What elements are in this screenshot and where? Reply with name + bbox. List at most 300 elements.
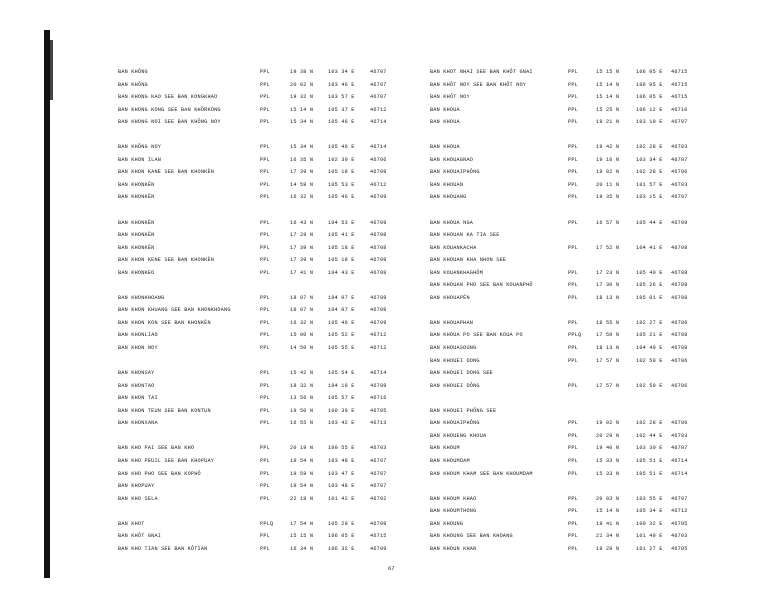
entry-name: BAN KOUANKHAGHÔM: [430, 269, 484, 276]
latitude: 15 33 N: [596, 457, 620, 464]
entry-name: BAN KHONKÈN: [118, 219, 155, 226]
longitude: 102 30 E: [328, 156, 355, 163]
entry-name: BAN KHOT: [118, 520, 145, 527]
latitude: 19 32 N: [290, 94, 314, 101]
latitude: 17 52 N: [596, 244, 620, 251]
sheet-number: 46708: [671, 269, 688, 276]
longitude: 102 44 E: [636, 432, 663, 439]
feature-class: PPL: [260, 407, 270, 414]
entry-name: BAN KHOUENG KHOUA: [430, 432, 487, 439]
longitude: 100 39 E: [328, 407, 355, 414]
feature-class: PPLQ: [260, 520, 274, 527]
scan-binding-shadow: [50, 40, 53, 100]
entry-name: BAN KHOUM: [430, 445, 460, 452]
feature-class: PPL: [260, 533, 270, 540]
feature-class: PPL: [260, 370, 270, 377]
feature-class: PPL: [568, 432, 578, 439]
longitude: 103 47 E: [328, 470, 355, 477]
sheet-number: 46712: [370, 181, 387, 188]
sheet-number: 46713: [370, 420, 387, 427]
longitude: 105 18 E: [328, 244, 355, 251]
entry-name: BAN KHOUMTHONG: [430, 508, 477, 515]
sheet-number: 46712: [370, 332, 387, 339]
longitude: 103 19 E: [636, 119, 663, 126]
feature-class: PPL: [260, 420, 270, 427]
feature-class: PPL: [568, 219, 578, 226]
latitude: 19 02 N: [596, 420, 620, 427]
longitude: 103 42 E: [328, 420, 355, 427]
feature-class: PPL: [568, 382, 578, 389]
latitude: 16 55 N: [290, 420, 314, 427]
longitude: 104 07 E: [328, 294, 355, 301]
latitude: 22 18 N: [290, 495, 314, 502]
sheet-number: 46708: [370, 520, 387, 527]
latitude: 13 56 N: [290, 395, 314, 402]
entry-name: BAN KHÔNG: [118, 81, 148, 88]
feature-class: PPL: [568, 269, 578, 276]
entry-name: BAN KHONSAY: [118, 370, 155, 377]
latitude: 18 07 N: [290, 294, 314, 301]
latitude: 20 03 N: [596, 495, 620, 502]
latitude: 16 43 N: [290, 219, 314, 226]
sheet-number: 46709: [671, 219, 688, 226]
latitude: 15 34 N: [290, 144, 314, 151]
latitude: 14 59 N: [290, 181, 314, 188]
entry-name: BAN KHO PHO SEE BAN KOPHÔ: [118, 470, 201, 477]
feature-class: PPL: [260, 244, 270, 251]
entry-name: BAN KHON TEUN SEE BAN KONTUN: [118, 407, 211, 414]
latitude: 15 14 N: [596, 81, 620, 88]
entry-name: BAN KHOUASOUNG: [430, 345, 477, 352]
latitude: 17 39 N: [290, 257, 314, 264]
latitude: 19 38 N: [290, 69, 314, 75]
latitude: 17 23 N: [596, 269, 620, 276]
latitude: 20 11 N: [596, 181, 620, 188]
feature-class: PPL: [568, 69, 578, 75]
entry-name: BAN KHOUAN KA TIA SEE: [430, 232, 500, 239]
entry-name: BAN KHONTAO: [118, 382, 155, 389]
entry-name: BAN KOUANKACHA: [430, 244, 477, 251]
latitude: 17 54 N: [290, 520, 314, 527]
entry-name: BAN KHOUEI DÔNG: [430, 382, 480, 389]
sheet-number: 46714: [671, 470, 688, 477]
feature-class: PPL: [568, 119, 578, 126]
latitude: 18 55 N: [596, 319, 620, 326]
latitude: 19 41 N: [596, 520, 620, 527]
feature-class: PPL: [568, 194, 578, 201]
latitude: 20 02 N: [290, 81, 314, 88]
latitude: 16 35 N: [290, 156, 314, 163]
latitude: 19 02 N: [596, 169, 620, 176]
entry-name: BAN KHOUAIPHÔNG: [430, 169, 480, 176]
latitude: 19 21 N: [596, 119, 620, 126]
sheet-number: 46707: [370, 69, 387, 75]
sheet-number: 46712: [671, 508, 688, 515]
longitude: 101 42 E: [328, 495, 355, 502]
feature-class: PPL: [260, 94, 270, 101]
feature-class: PPL: [568, 144, 578, 151]
feature-class: PPL: [260, 470, 270, 477]
latitude: 19 28 N: [596, 545, 620, 552]
longitude: 106 32 E: [328, 545, 355, 552]
entry-name: BAN KHONLIAO: [118, 332, 158, 339]
sheet-number: 46708: [370, 169, 387, 176]
latitude: 21 34 N: [596, 533, 620, 540]
longitude: 106 12 E: [636, 106, 663, 113]
feature-class: PPL: [260, 307, 270, 314]
longitude: 104 41 E: [636, 244, 663, 251]
sheet-number: 46707: [370, 81, 387, 88]
sheet-number: 46708: [671, 244, 688, 251]
sheet-number: 46705: [671, 545, 688, 552]
latitude: 19 16 N: [596, 156, 620, 163]
longitude: 104 18 E: [328, 382, 355, 389]
sheet-number: 46708: [671, 345, 688, 352]
page-number: 67: [388, 565, 395, 572]
longitude: 105 18 E: [328, 169, 355, 176]
sheet-number: 46712: [370, 106, 387, 113]
feature-class: PPL: [260, 169, 270, 176]
longitude: 101 27 E: [636, 545, 663, 552]
latitude: 15 33 N: [596, 470, 620, 477]
feature-class: PPL: [260, 194, 270, 201]
feature-class: PPL: [568, 345, 578, 352]
entry-name: BAN KHOUEI PHÔNG SEE: [430, 407, 497, 414]
longitude: 103 15 E: [636, 194, 663, 201]
longitude: 103 57 E: [328, 94, 355, 101]
longitude: 105 29 E: [328, 520, 355, 527]
longitude: 102 28 E: [636, 420, 663, 427]
feature-class: PPL: [568, 156, 578, 163]
sheet-number: 46709: [370, 219, 387, 226]
feature-class: PPL: [260, 81, 270, 88]
sheet-number: 46707: [370, 94, 387, 101]
entry-name: BAN KHÔNG NOY: [118, 144, 162, 151]
entry-name: BAN KHOUEI DONG: [430, 357, 480, 364]
latitude: 17 57 N: [596, 382, 620, 389]
longitude: 103 34 E: [328, 69, 355, 75]
longitude: 105 37 E: [328, 106, 355, 113]
latitude: 17 41 N: [290, 269, 314, 276]
sheet-number: 46707: [671, 119, 688, 126]
longitude: 103 48 E: [328, 457, 355, 464]
entry-name: BAN KHONKÈN: [118, 194, 155, 201]
latitude: 15 15 N: [290, 533, 314, 540]
feature-class: PPL: [260, 382, 270, 389]
feature-class: PPL: [260, 483, 270, 490]
sheet-number: 46707: [671, 194, 688, 201]
sheet-number: 46708: [370, 244, 387, 251]
sheet-number: 46707: [671, 445, 688, 452]
sheet-number: 46714: [370, 119, 387, 126]
feature-class: PPL: [568, 520, 578, 527]
sheet-number: 46712: [370, 345, 387, 352]
sheet-number: 46708: [370, 294, 387, 301]
sheet-number: 46707: [370, 483, 387, 490]
entry-name: BAN KHÔNG: [118, 69, 148, 75]
sheet-number: 46705: [671, 520, 688, 527]
entry-name: BAN KHONKÈN: [118, 244, 155, 251]
feature-class: PPL: [568, 282, 578, 289]
entry-name: BAN KHOUA: [430, 106, 460, 113]
entry-name: BAN KHONKÈN: [118, 232, 155, 239]
entry-name: BAN KHÔT GNAI: [118, 533, 162, 540]
feature-class: PPL: [260, 106, 270, 113]
sheet-number: 46706: [370, 156, 387, 163]
longitude: 105 41 E: [328, 232, 355, 239]
entry-name: BAN KHOUA: [430, 119, 460, 126]
sheet-number: 46708: [370, 382, 387, 389]
latitude: 17 28 N: [290, 232, 314, 239]
longitude: 105 01 E: [636, 294, 663, 301]
feature-class: PPL: [260, 232, 270, 239]
feature-class: PPL: [568, 495, 578, 502]
latitude: 15 00 N: [290, 332, 314, 339]
feature-class: PPL: [568, 457, 578, 464]
longitude: 106 05 E: [636, 69, 663, 75]
longitude: 103 48 E: [328, 483, 355, 490]
entry-name: BAN KHOUAN PHO SEE BAN KOUANPHÔ: [430, 282, 533, 289]
feature-class: PPL: [260, 269, 270, 276]
latitude: 15 25 N: [596, 106, 620, 113]
entry-name: BAN KHOUAGNAO: [430, 156, 474, 163]
longitude: 102 28 E: [636, 169, 663, 176]
longitude: 104 07 E: [328, 307, 355, 314]
latitude: 17 30 N: [596, 282, 620, 289]
feature-class: PPL: [568, 294, 578, 301]
latitude: 15 15 N: [596, 69, 620, 75]
entry-name: BAN KHOUNG: [430, 520, 464, 527]
sheet-number: 46703: [671, 432, 688, 439]
longitude: 104 53 E: [328, 219, 355, 226]
entry-name: BAN KHONKEO: [118, 269, 155, 276]
latitude: 18 13 N: [596, 294, 620, 301]
feature-class: PPL: [568, 357, 578, 364]
latitude: 17 57 N: [596, 357, 620, 364]
feature-class: PPL: [260, 119, 270, 126]
sheet-number: 46703: [370, 445, 387, 452]
longitude: 106 05 E: [636, 94, 663, 101]
sheet-number: 46706: [671, 382, 688, 389]
sheet-number: 46706: [671, 420, 688, 427]
longitude: 105 46 E: [328, 144, 355, 151]
longitude: 104 49 E: [636, 345, 663, 352]
latitude: 16 34 N: [290, 545, 314, 552]
sheet-number: 46715: [370, 533, 387, 540]
entry-name: BAN KHO PAI SEE BAN KHO: [118, 445, 195, 452]
latitude: 14 50 N: [290, 345, 314, 352]
longitude: 103 46 E: [328, 81, 355, 88]
entry-name: BAN KHONKÈN: [118, 181, 155, 188]
sheet-number: 46714: [370, 144, 387, 151]
feature-class: PPL: [568, 420, 578, 427]
sheet-number: 46708: [370, 257, 387, 264]
feature-class: PPL: [260, 445, 270, 452]
feature-class: PPL: [568, 470, 578, 477]
sheet-number: 46715: [671, 94, 688, 101]
sheet-number: 46715: [671, 69, 688, 75]
feature-class: PPL: [568, 94, 578, 101]
longitude: 105 57 E: [328, 395, 355, 402]
sheet-number: 46702: [370, 495, 387, 502]
sheet-number: 46707: [370, 457, 387, 464]
entry-name: BAN KHO PEUIL SEE BAN KHOPUAY: [118, 457, 215, 464]
latitude: 16 32 N: [290, 194, 314, 201]
longitude: 105 53 E: [328, 181, 355, 188]
sheet-number: 46703: [671, 144, 688, 151]
entry-name: BAN KHONKHOANG: [118, 294, 165, 301]
feature-class: PPL: [260, 457, 270, 464]
entry-name: BAN KHÔT NOY: [430, 94, 470, 101]
longitude: 105 34 E: [636, 508, 663, 515]
longitude: 105 52 E: [328, 332, 355, 339]
latitude: 20 19 N: [290, 445, 314, 452]
sheet-number: 46708: [671, 282, 688, 289]
longitude: 101 57 E: [636, 181, 663, 188]
entry-name: BAN KHOUAN: [430, 181, 464, 188]
entry-name: BAN KHONXANA: [118, 420, 158, 427]
sheet-number: 46715: [671, 81, 688, 88]
longitude: 105 55 E: [328, 345, 355, 352]
entry-name: BAN KHOT NHAI SEE BAN KHÔT GNAI: [430, 69, 533, 75]
feature-class: PPL: [260, 395, 270, 402]
sheet-number: 46708: [671, 332, 688, 339]
entry-name: BAN KHON KON SEE BAN KHONKÈN: [118, 319, 211, 326]
longitude: 105 26 E: [636, 282, 663, 289]
longitude: 105 40 E: [636, 269, 663, 276]
latitude: 17 50 N: [596, 332, 620, 339]
entry-name: BAN KHO TIAN SEE BAN KÔTIAN: [118, 545, 208, 552]
sheet-number: 46703: [671, 533, 688, 540]
entry-name: BAN KHÔT NOY SEE BAN KHÔT NOY: [430, 81, 527, 88]
latitude: 19 35 N: [596, 194, 620, 201]
entry-name: BAN KHON ILAN: [118, 156, 162, 163]
longitude: 105 54 E: [328, 370, 355, 377]
entry-name: BAN KHOUEI DONG SEE: [430, 370, 493, 377]
latitude: 15 14 N: [596, 94, 620, 101]
entry-name: BAN KHOUAIPHÔNG: [430, 420, 480, 427]
latitude: 19 42 N: [596, 144, 620, 151]
sheet-number: 46707: [370, 470, 387, 477]
entry-name: BAN KHOUN KHAN: [430, 545, 477, 552]
sheet-number: 46708: [370, 232, 387, 239]
latitude: 18 13 N: [596, 345, 620, 352]
feature-class: PPL: [260, 332, 270, 339]
entry-name: BAN KHOUM KHAM SEE BAN KHOUMDAM: [430, 470, 533, 477]
feature-class: PPL: [568, 81, 578, 88]
longitude: 100 32 E: [636, 520, 663, 527]
entry-name: BAN KHON KHUANG SEE BAN KHONKHOANG: [118, 307, 231, 314]
sheet-number: 46714: [671, 457, 688, 464]
entry-name: BAN KHOUAN KHA NHON SEE: [430, 257, 507, 264]
longitude: 106 05 E: [636, 81, 663, 88]
latitude: 15 14 N: [290, 106, 314, 113]
latitude: 16 57 N: [596, 219, 620, 226]
entry-name: BAN KHOUMDAM: [430, 457, 470, 464]
sheet-number: 46707: [671, 495, 688, 502]
longitude: 105 44 E: [636, 219, 663, 226]
longitude: 105 46 E: [328, 119, 355, 126]
feature-class: PPL: [568, 445, 578, 452]
latitude: 19 54 N: [290, 457, 314, 464]
entry-name: BAN KHOUA: [430, 144, 460, 151]
sheet-number: 46708: [370, 269, 387, 276]
longitude: 101 49 E: [636, 533, 663, 540]
feature-class: PPL: [260, 545, 270, 552]
sheet-number: 46710: [671, 106, 688, 113]
entry-name: BAN KHON KANE SEE BAN KHONKÈN: [118, 169, 215, 176]
latitude: 16 32 N: [290, 319, 314, 326]
longitude: 105 21 E: [636, 332, 663, 339]
sheet-number: 46709: [370, 545, 387, 552]
feature-class: PPL: [260, 219, 270, 226]
longitude: 105 51 E: [636, 470, 663, 477]
latitude: 15 42 N: [290, 370, 314, 377]
sheet-number: 46707: [671, 156, 688, 163]
entry-name: BAN KHOUA NGA: [430, 219, 474, 226]
entry-name: BAN KHONG NOI SEE BAN KHÔNG NOY: [118, 119, 221, 126]
entry-name: BAN KHON TAI: [118, 395, 158, 402]
sheet-number: 46709: [370, 194, 387, 201]
latitude: 17 39 N: [290, 244, 314, 251]
longitude: 100 55 E: [328, 445, 355, 452]
sheet-number: 46716: [370, 395, 387, 402]
longitude: 106 05 E: [328, 533, 355, 540]
feature-class: PPL: [568, 508, 578, 515]
latitude: 20 29 N: [596, 432, 620, 439]
entry-name: BAN KHOUA PO SEE BAN KOUA PO: [430, 332, 523, 339]
latitude: 19 59 N: [290, 470, 314, 477]
longitude: 105 46 E: [328, 194, 355, 201]
longitude: 103 34 E: [636, 156, 663, 163]
longitude: 105 18 E: [328, 257, 355, 264]
feature-class: PPL: [568, 169, 578, 176]
feature-class: PPL: [260, 257, 270, 264]
longitude: 104 43 E: [328, 269, 355, 276]
latitude: 18 07 N: [290, 307, 314, 314]
sheet-number: 46703: [671, 181, 688, 188]
feature-class: PPL: [568, 533, 578, 540]
longitude: 102 28 E: [636, 144, 663, 151]
longitude: 102 50 E: [636, 382, 663, 389]
entry-name: BAN KHOUM KHAO: [430, 495, 477, 502]
feature-class: PPL: [260, 345, 270, 352]
feature-class: PPL: [260, 495, 270, 502]
feature-class: PPL: [260, 319, 270, 326]
latitude: 15 14 N: [596, 508, 620, 515]
sheet-number: 46705: [370, 407, 387, 414]
entry-name: BAN KHOUANG: [430, 194, 467, 201]
scan-binding-edge: [44, 30, 50, 578]
feature-class: PPL: [260, 181, 270, 188]
feature-class: PPL: [260, 294, 270, 301]
longitude: 103 55 E: [636, 495, 663, 502]
sheet-number: 46706: [671, 169, 688, 176]
entry-name: BAN KHON NOY: [118, 345, 158, 352]
sheet-number: 46706: [671, 319, 688, 326]
latitude: 15 34 N: [290, 119, 314, 126]
longitude: 103 30 E: [636, 445, 663, 452]
longitude: 102 27 E: [636, 319, 663, 326]
sheet-number: 46714: [370, 370, 387, 377]
sheet-number: 46709: [370, 319, 387, 326]
entry-name: BAN KHOUNG SEE BAN KHOANG: [430, 533, 513, 540]
feature-class: PPL: [568, 106, 578, 113]
latitude: 18 32 N: [290, 382, 314, 389]
entry-name: BAN KHONG KONG SEE BAN KHÔRKONG: [118, 106, 221, 113]
feature-class: PPL: [260, 144, 270, 151]
entry-name: BAN KHONG KAO SEE BAN KONGKHAO: [118, 94, 218, 101]
